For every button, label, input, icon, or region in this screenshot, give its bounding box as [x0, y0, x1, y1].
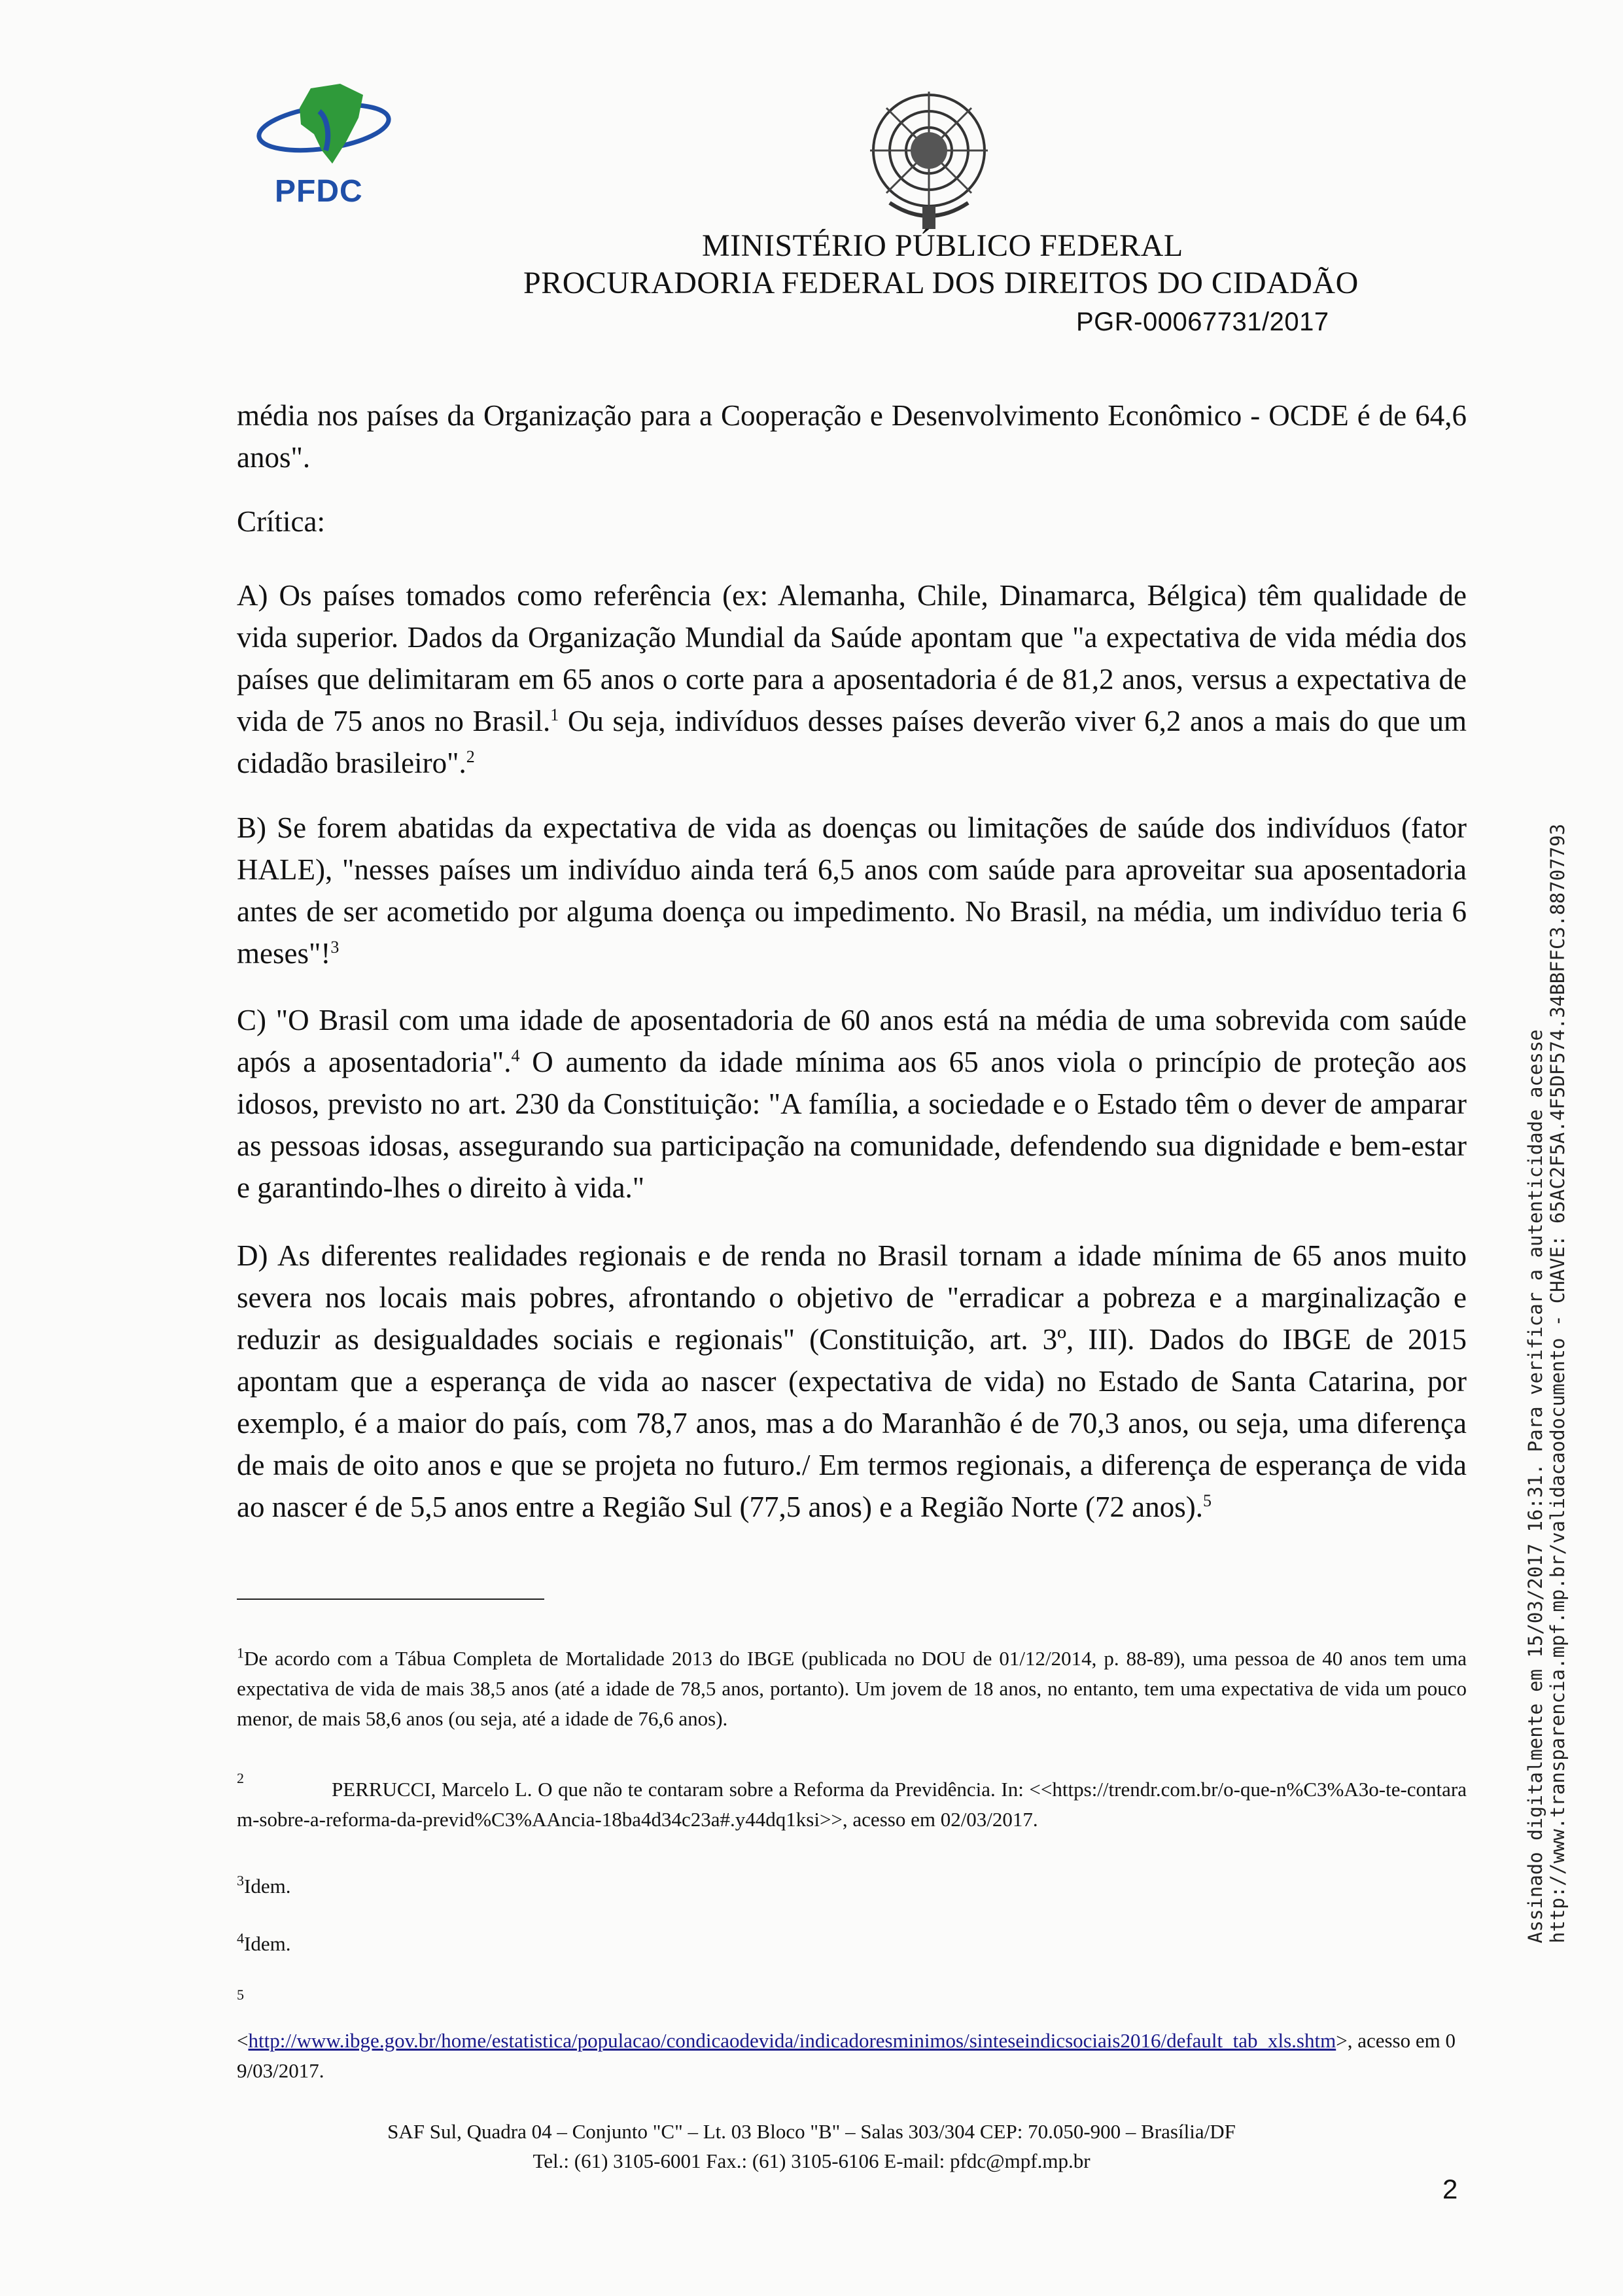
- coat-of-arms-emblem: [850, 79, 1007, 236]
- signature-line-1: Assinado digitalmente em 15/03/2017 16:31. Para verificar a autenticidade acesse: [1524, 1029, 1546, 1943]
- footnote-3-number: 3: [237, 1872, 244, 1889]
- paragraph-a-text1: A) Os países tomados como referência (ex: Alemanha, Chile, Dinamarca, Bélgica) têm qualidade de vida superior. Dados da Organização Mundial da Saúde apontam que "a expectativa de vida média dos países que delimitaram em 65 anos o corte para a aposentadoria é de 81,2 anos, versus a expectativa de vida de 75 anos no Brasil.: [237, 579, 1467, 737]
- paragraph-c-text2: O aumento da idade mínima aos 65 anos viola o princípio de proteção aos idosos, previsto no art. 230 da Constituição: "A família, a sociedade e o Estado têm o dever de amparar as pessoas idosas, assegurando sua participação na comunidade, defendendo sua dignidade e bem-estar e garantindo-lhes o direito à vida.": [237, 1046, 1467, 1204]
- logo-text: PFDC: [275, 174, 363, 209]
- footnote-3-text: Idem.: [244, 1875, 291, 1898]
- footnote-ref-2[interactable]: 2: [466, 747, 475, 766]
- footnote-4-text: Idem.: [244, 1932, 291, 1955]
- pfdc-logo: [249, 72, 399, 216]
- digital-signature-stamp: [1524, 824, 1569, 1943]
- brazil-map-icon: [249, 72, 399, 177]
- footnote-1-text: De acordo com a Tábua Completa de Mortalidade 2013 do IBGE (publicada no DOU de 01/12/2014, p. 88-89), uma pessoa de 40 anos tem uma expectativa de vida de mais 38,5 anos (até a idade de 78,5 anos, portanto). Um jovem de 18 anos, no entanto, tem uma expectativa de vida um pouco menor, de mais 58,6 anos (ou seja, até a idade de 76,6 anos).: [237, 1647, 1467, 1730]
- footnote-2-number: 2: [237, 1770, 244, 1786]
- section-heading-critica: Crítica:: [237, 505, 325, 538]
- paragraph-a-text2: Ou seja, indivíduos desses países deverão viver 6,2 anos a mais do que um cidadão brasileiro".: [237, 705, 1467, 779]
- footnote-ref-3[interactable]: 3: [330, 938, 340, 957]
- document-number: PGR-00067731/2017: [1076, 308, 1329, 336]
- paragraph-c-text1: C) "O Brasil com uma idade de aposentadoria de 60 anos está na média de uma sobrevida com saúde após a aposentadoria".: [237, 1004, 1467, 1078]
- office-title: PROCURADORIA FEDERAL DOS DIREITOS DO CIDADÃO: [523, 266, 1359, 300]
- footnote-5-link[interactable]: http://www.ibge.gov.br/home/estatistica/populacao/condicaodevida/indicadoresminimos/sinteseindicsociais2016/default_tab_xls.shtm: [248, 2029, 1336, 2052]
- footnote-ref-5[interactable]: 5: [1203, 1491, 1212, 1510]
- paragraph-c: [237, 999, 1467, 1209]
- ministry-title: MINISTÉRIO PÚBLICO FEDERAL: [702, 228, 1183, 263]
- footer-address: SAF Sul, Quadra 04 – Conjunto "C" – Lt. 03 Bloco "B" – Salas 303/304 CEP: 70.050-900 – Brasília/DF: [387, 2120, 1236, 2143]
- footer-contact: Tel.: (61) 3105-6001 Fax.: (61) 3105-6106 E-mail: pfdc@mpf.mp.br: [532, 2149, 1091, 2172]
- footnote-1-number: 1: [237, 1644, 244, 1661]
- footnote-4-number: 4: [237, 1930, 244, 1947]
- paragraph-b: [237, 807, 1467, 974]
- footnote-5-number: 5: [237, 1987, 244, 2003]
- paragraph-d-text1: D) As diferentes realidades regionais e de renda no Brasil tornam a idade mínima de 65 anos muito severa nos locais mais pobres, afrontando o objetivo de "erradicar a pobreza e a marginalização e reduzir as desigualdades sociais e regionais" (Constituição, art. 3º, III). Dados do IBGE de 2015 apontam que a esperança de vida ao nascer (expectativa de vida) no Estado de Santa Catarina, por exemplo, é a maior do país, com 78,7 anos, mas a do Maranhão é de 70,3 anos, ou seja, uma diferença de mais de oito anos e que se projeta no futuro./ Em termos regionais, a diferença de esperança de vida ao nascer é de 5,5 anos entre a Região Sul (77,5 anos) e a Região Norte (72 anos).: [237, 1239, 1467, 1523]
- footnote-5-close: >, acesso em 09/03/2017.: [237, 2029, 1456, 2082]
- footnote-5: [237, 2026, 1467, 2086]
- paragraph-intro: média nos países da Organização para a Cooperação e Desenvolvimento Econômico - OCDE é de 64,6 anos".: [237, 399, 1467, 474]
- paragraph-d: [237, 1235, 1467, 1528]
- paragraph-b-text1: B) Se forem abatidas da expectativa de vida as doenças ou limitações de saúde dos indivíduos (fator HALE), "nesses países um indivíduo ainda terá 6,5 anos com saúde para aproveitar sua aposentadoria antes de ser acometido por alguma doença ou impedimento. No Brasil, na média, um indivíduo teria 6 meses"!: [237, 811, 1467, 970]
- page-number: 2: [1442, 2174, 1458, 2204]
- footnote-5-open: <: [237, 2029, 249, 2052]
- footnote-2-text: PERRUCCI, Marcelo L. O que não te contaram sobre a Reforma da Previdência. In: <<https://trendr.com.br/o-que-n%C3%A3o-te-contaram-sobre-a-reforma-da-previd%C3%AAncia-18ba4d34c23a#.y44dq1ksi>>, acesso em 02/03/2017.: [237, 1778, 1467, 1831]
- footnote-1: [237, 1644, 1467, 1734]
- footnote-ref-1[interactable]: 1: [550, 705, 559, 724]
- footnote-3: [237, 1871, 1467, 1901]
- footnote-4: [237, 1929, 1467, 1959]
- signature-line-2: http://www.transparencia.mpf.mp.br/validacaodocumento - CHAVE: 65AC2F5A.4F5DF574.34BBFFC3.88707793: [1546, 823, 1569, 1943]
- footnote-separator: [237, 1598, 544, 1600]
- paragraph-a: [237, 574, 1467, 784]
- footnote-ref-4[interactable]: 4: [511, 1046, 520, 1065]
